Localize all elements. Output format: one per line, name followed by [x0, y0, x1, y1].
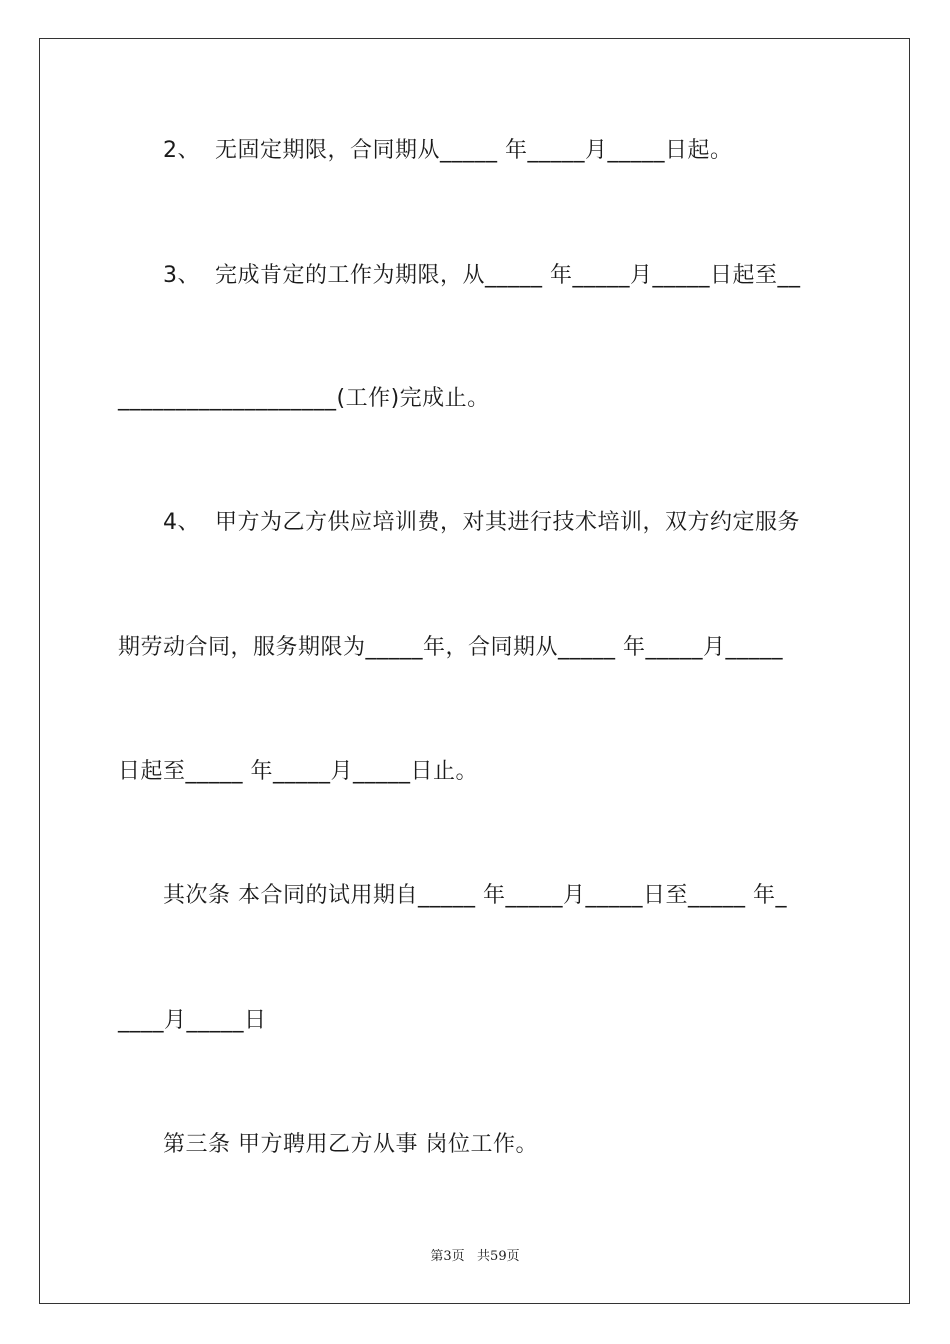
clause-line-1: 2、 无固定期限，合同期从_____ 年_____月_____日起。 — [163, 138, 733, 163]
clause-line-2: 3、 完成肯定的工作为期限，从_____ 年_____月_____日起至__ — [163, 263, 801, 288]
clause-line-3: ___________________(工作)完成止。 — [118, 386, 490, 411]
clause-line-5: 期劳动合同，服务期限为_____年，合同期从_____ 年_____月_____ — [118, 635, 783, 660]
clause-line-6: 日起至_____ 年_____月_____日止。 — [118, 759, 478, 784]
page-border — [39, 38, 910, 1304]
clause-line-7: 其次条 本合同的试用期自_____ 年_____月_____日至_____ 年_ — [163, 883, 787, 908]
page-number-footer: 第3页 共59页 — [430, 1249, 520, 1264]
clause-line-8: ____月_____日 — [118, 1008, 267, 1033]
clause-line-4: 4、 甲方为乙方供应培训费，对其进行技术培训，双方约定服务 — [163, 510, 800, 535]
clause-line-9: 第三条 甲方聘用乙方从事 岗位工作。 — [163, 1132, 538, 1157]
